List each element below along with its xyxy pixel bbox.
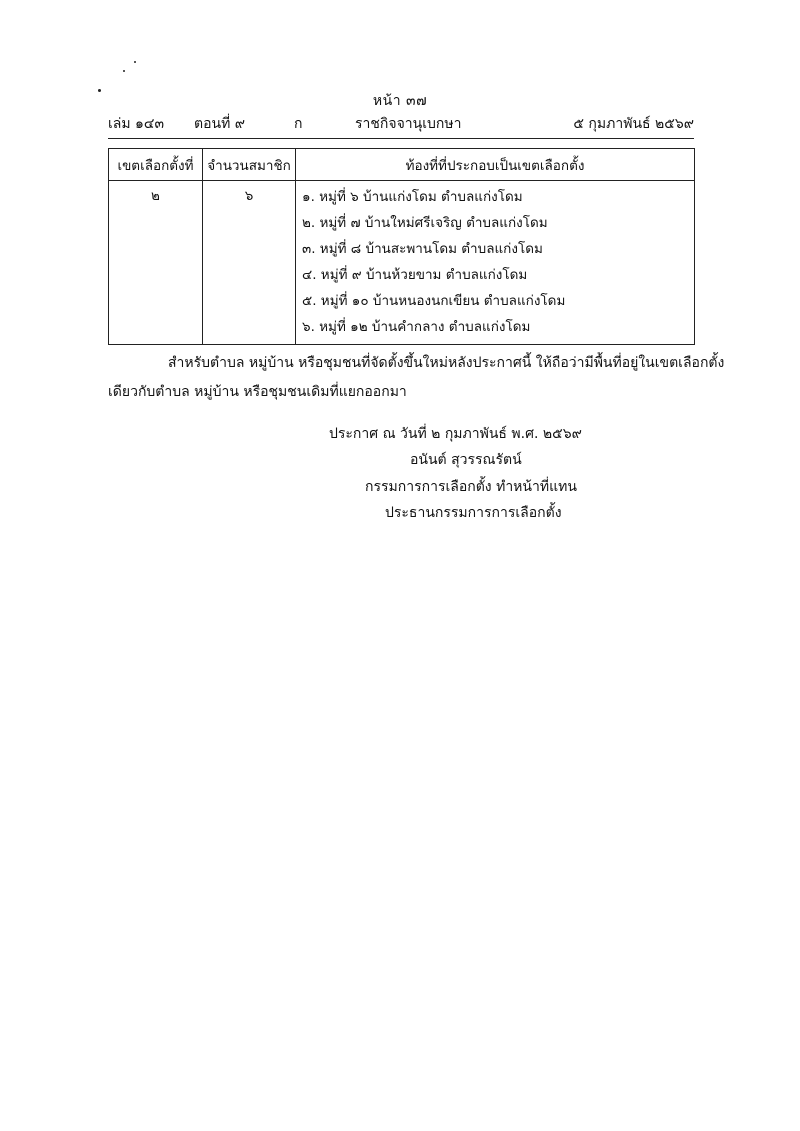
gazette-name: ราชกิจจานุเบกษา: [355, 116, 462, 132]
member-count: ๖: [203, 181, 296, 345]
area-item: ๕. หมู่ที่ ๑๐ บ้านหนองนกเขียน ตำบลแก่งโดม: [302, 293, 566, 309]
section-letter: ก: [294, 116, 303, 132]
header-district: เขตเลือกตั้งที่: [109, 149, 203, 181]
district-number: ๒: [109, 181, 203, 345]
signatory-name: อนันต์ สุวรรณรัตน์: [410, 452, 522, 468]
issue-number: ตอนที่ ๙: [194, 116, 246, 132]
gazette-header: [108, 113, 694, 135]
publication-date: ๕ กุมภาพันธ์ ๒๕๖๙: [573, 116, 694, 132]
table-row: [109, 181, 695, 345]
area-item: ๑. หมู่ที่ ๖ บ้านแก่งโดม ตำบลแก่งโดม: [302, 189, 523, 205]
area-list: [296, 181, 695, 345]
scan-speck: [134, 61, 136, 63]
district-table: [108, 148, 695, 345]
signatory-position: กรรมการการเลือกตั้ง ทำหน้าที่แทน: [365, 479, 577, 495]
scan-speck: [123, 70, 125, 72]
area-item: ๖. หมู่ที่ ๑๒ บ้านคำกลาง ตำบลแก่งโดม: [302, 319, 531, 335]
page-number: หน้า ๓๗: [372, 93, 428, 109]
announcement-date: ประกาศ ณ วันที่ ๒ กุมภาพันธ์ พ.ศ. ๒๕๖๙: [329, 426, 582, 442]
note-line: สำหรับตำบล หมู่บ้าน หรือชุมชนที่จัดตั้งขึ้นใหม่หลังประกาศนี้ ให้ถือว่ามีพื้นที่อยู่ในเขตเลือกตั้ง: [168, 355, 725, 371]
area-item: ๓. หมู่ที่ ๘ บ้านสะพานโดม ตำบลแก่งโดม: [302, 241, 543, 257]
area-item: ๔. หมู่ที่ ๙ บ้านห้วยขาม ตำบลแก่งโดม: [302, 267, 528, 283]
note-paragraph: [108, 349, 725, 407]
note-line: เดียวกับตำบล หมู่บ้าน หรือชุมชนเดิมที่แยกออกมา: [108, 384, 407, 400]
volume-number: เล่ม ๑๔๓: [108, 116, 165, 132]
header-areas: ท้องที่ที่ประกอบเป็นเขตเลือกตั้ง: [296, 149, 695, 181]
table-header-row: [109, 149, 695, 181]
signatory-position-2: ประธานกรรมการการเลือกตั้ง: [385, 505, 562, 521]
header-members: จำนวนสมาชิก: [203, 149, 296, 181]
area-item: ๒. หมู่ที่ ๗ บ้านใหม่ศรีเจริญ ตำบลแก่งโดม: [302, 215, 548, 231]
header-rule: [108, 138, 694, 139]
